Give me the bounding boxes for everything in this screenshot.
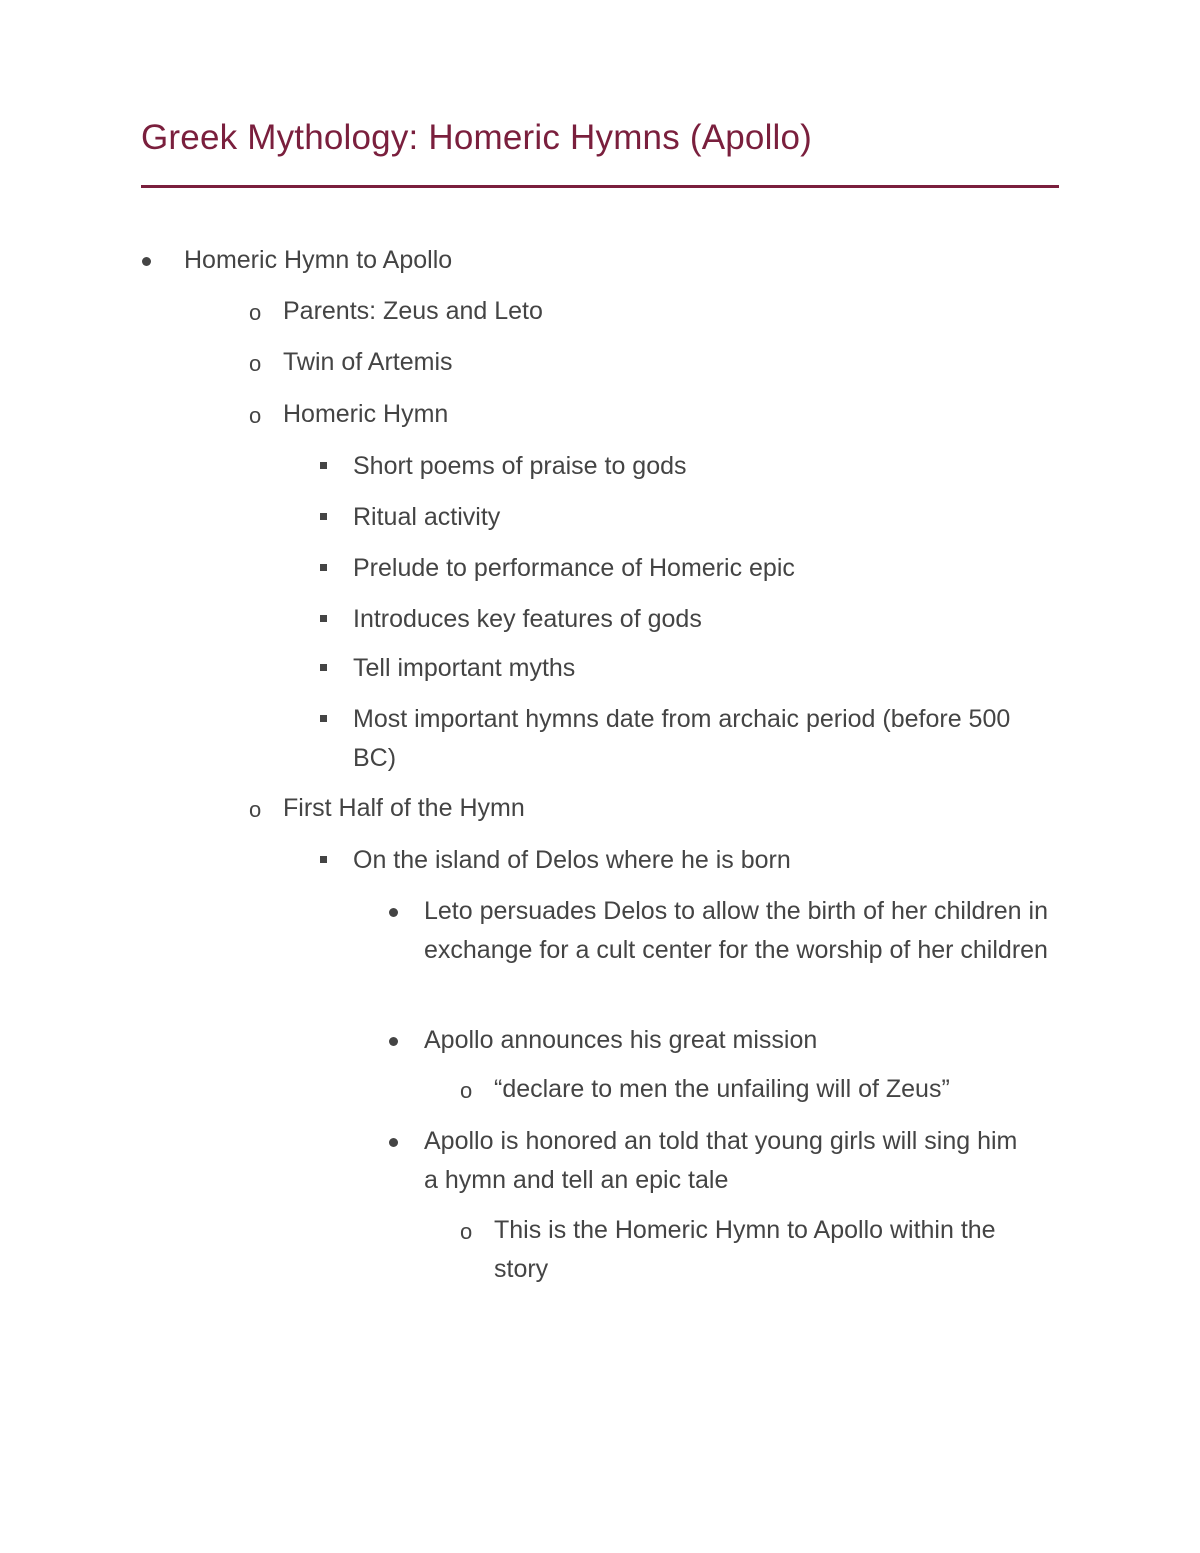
document-page: Greek Mythology: Homeric Hymns (Apollo) Homeric Hymn to Apollo o Parents: Zeus and Leto o Twin of Artemis o Homeric Hymn Short poems of praise to gods Ritual activity Prelude to performance of Homeric epic Introduces key features of gods Tell important myths Most important hymns date from archaic period (before 500 BC) o First Half of the Hymn On the island of Delos where he is born Leto persuades Delos to allow the birth of her children in exchange for a cult center for the worship of her children Apollo announces his great mission o “declare to men the unfailing will of Zeus” Apollo is honored an told that young girls will sing him a hymn and tell an epic tale o This is the Homeric Hymn to Apollo within the story xyxy=(0,0,1200,1553)
bullet-circle-icon: o xyxy=(460,1078,473,1103)
bullet-circle-icon: o xyxy=(249,797,262,822)
bullet-circle-icon: o xyxy=(249,300,262,325)
title-underline xyxy=(141,185,1059,188)
bullet-square-icon xyxy=(320,462,327,469)
bullet-square-icon xyxy=(320,564,327,571)
bullet-dot-icon xyxy=(389,1138,398,1147)
bullet-square-icon xyxy=(320,615,327,622)
bullet-circle-icon: o xyxy=(460,1219,473,1244)
bullet-dot-icon xyxy=(142,257,151,266)
bullet-square-icon xyxy=(320,715,327,722)
document-title: Greek Mythology: Homeric Hymns (Apollo) xyxy=(141,118,813,157)
bullet-square-icon xyxy=(320,513,327,520)
bullet-circle-icon: o xyxy=(249,403,262,428)
bullet-dot-icon xyxy=(389,908,398,917)
bullet-square-icon xyxy=(320,664,327,671)
bullet-square-icon xyxy=(320,856,327,863)
bullet-dot-icon xyxy=(389,1037,398,1046)
bullet-circle-icon: o xyxy=(249,351,262,376)
